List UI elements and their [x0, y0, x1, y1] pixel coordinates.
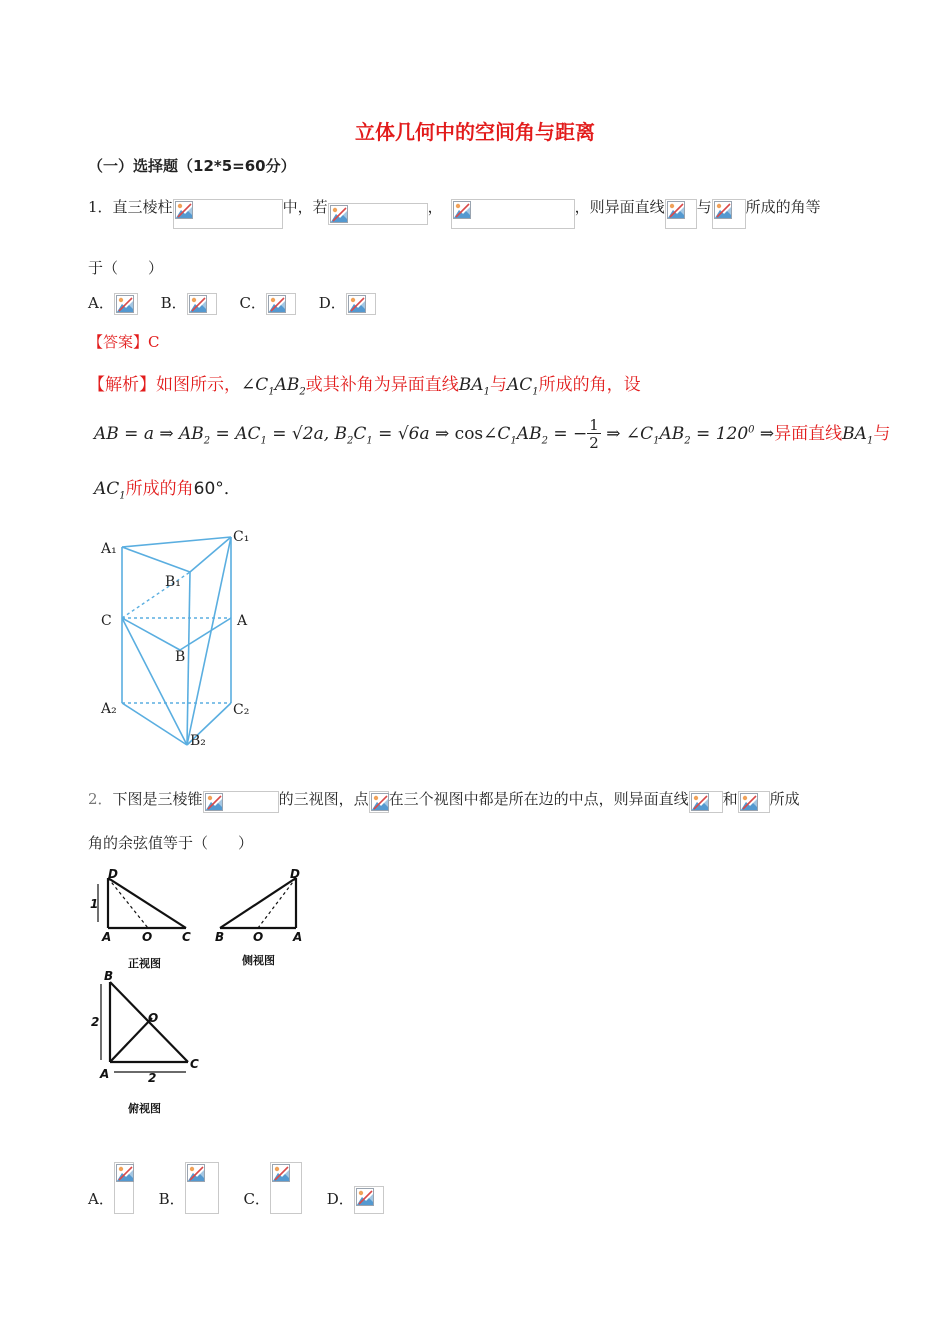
q1-text: 与	[696, 198, 712, 216]
option-a-label: A．	[88, 1190, 114, 1208]
label-c: C	[101, 613, 112, 629]
formula-image	[203, 791, 279, 813]
q1-line2: 于（ ）	[88, 259, 164, 277]
label-b1: B₁	[165, 574, 181, 590]
option-b-label: B．	[160, 294, 187, 312]
q1-text: 中，若	[282, 198, 328, 216]
label-b: B	[175, 649, 186, 665]
formula-image	[738, 791, 770, 813]
option-a-image[interactable]	[114, 293, 138, 315]
top-label-b: B	[104, 969, 114, 983]
analysis-text: 所成的角，设	[538, 375, 641, 395]
broken-image-icon	[348, 295, 366, 313]
math-ac1: $AC_1$	[94, 479, 126, 502]
broken-image-icon	[330, 205, 348, 223]
broken-image-icon	[175, 201, 193, 219]
label-b2: B₂	[190, 733, 206, 749]
q2-line2: 角的余弦值等于（ ）	[88, 834, 254, 852]
label-c2: C₂	[233, 702, 250, 718]
math-angle: ⇒ $\angle C_1AB_2 = 120^0$ ⇒	[600, 424, 775, 447]
prism-figure	[95, 520, 265, 760]
label-a1: A₁	[101, 541, 117, 557]
front-label-o: O	[142, 930, 153, 944]
q2-text: 所成	[769, 790, 800, 808]
analysis-line3	[94, 474, 241, 501]
broken-image-icon	[691, 793, 709, 811]
option-d-label: D．	[326, 1190, 354, 1208]
math-fraction: $\frac{1}{2}$	[589, 416, 599, 452]
section-heading: （一）选择题（12*5=60分）	[88, 157, 296, 175]
math-angle: $\angle C_1AB_2$	[241, 375, 306, 398]
formula-image	[451, 199, 575, 229]
answer-value: C	[148, 333, 160, 351]
broken-image-icon	[356, 1188, 374, 1206]
math-ac1: $AC_1$	[506, 375, 539, 398]
front-label-a: A	[102, 930, 112, 944]
answer-label: 【答案】	[88, 333, 149, 351]
side-label-a: A	[293, 930, 303, 944]
front-height: 1	[90, 897, 99, 911]
analysis-value: 60°	[193, 479, 224, 499]
option-d-label: D．	[318, 294, 346, 312]
front-caption: 正视图	[128, 957, 161, 970]
broken-image-icon	[189, 295, 207, 313]
option-b-label: B．	[158, 1190, 185, 1208]
q2-line1	[88, 788, 800, 811]
page-title: 立体几何中的空间角与距离	[355, 120, 595, 144]
front-label-d: D	[108, 867, 118, 881]
q2-text: 在三个视图中都是所在边的中点，则异面直线	[388, 790, 689, 808]
formula-image	[689, 791, 723, 813]
option-c-image[interactable]	[270, 1162, 302, 1214]
broken-image-icon	[740, 793, 758, 811]
side-label-b: B	[215, 930, 225, 944]
option-d-image[interactable]	[346, 293, 376, 315]
top-label-a: A	[100, 1067, 110, 1081]
broken-image-icon	[272, 1164, 290, 1182]
q1-text: ，则异面直线	[574, 198, 665, 216]
option-d-image[interactable]	[354, 1186, 384, 1214]
option-c-label: C．	[239, 294, 266, 312]
formula-image	[173, 199, 283, 229]
q1-options	[88, 292, 376, 315]
q2-number: 2．	[88, 790, 113, 808]
q1-text: 直三棱柱	[112, 198, 173, 216]
option-a-image[interactable]	[114, 1162, 134, 1214]
q1-number: 1．	[88, 198, 113, 216]
analysis-text: 如图所示，	[156, 375, 241, 395]
math-ba1: $BA_1$	[842, 424, 874, 447]
option-b-image[interactable]	[185, 1162, 219, 1214]
analysis-text: ．	[223, 479, 241, 499]
formula-image	[328, 203, 428, 225]
top-label-o: O	[148, 1011, 159, 1025]
q2-options	[88, 1162, 384, 1214]
option-b-image[interactable]	[187, 293, 217, 315]
broken-image-icon	[268, 295, 286, 313]
analysis-text: 与	[489, 375, 507, 395]
label-a2: A₂	[101, 701, 117, 717]
option-c-image[interactable]	[266, 293, 296, 315]
label-c1: C₁	[233, 529, 250, 545]
math-cos: cos	[454, 424, 484, 444]
front-label-c: C	[182, 930, 191, 944]
q2-text: 的三视图，点	[278, 790, 369, 808]
analysis-line2	[94, 418, 890, 451]
side-label-o: O	[253, 930, 264, 944]
broken-image-icon	[667, 201, 685, 219]
answer	[88, 331, 160, 352]
analysis-text: 或其补角为异面直线	[305, 375, 459, 395]
top-label-c: C	[190, 1057, 199, 1071]
broken-image-icon	[116, 1164, 134, 1182]
math-angle: $\angle C_1AB_2$ = −	[483, 424, 588, 447]
formula-image	[369, 791, 389, 813]
q2-text: 和	[722, 790, 738, 808]
q1-text: ，	[427, 198, 443, 216]
analysis-text: 异面直线	[774, 424, 843, 444]
broken-image-icon	[371, 793, 389, 811]
broken-image-icon	[116, 295, 134, 313]
three-views-figure	[90, 866, 320, 1126]
top-caption: 俯视图	[128, 1102, 161, 1115]
analysis-label: 【解析】	[88, 375, 156, 395]
broken-image-icon	[205, 793, 223, 811]
label-a: A	[237, 613, 248, 629]
option-a-label: A．	[88, 294, 114, 312]
top-width: 2	[148, 1071, 157, 1085]
formula-image	[665, 199, 697, 229]
analysis-text: 所成的角	[125, 479, 194, 499]
q1-line1	[88, 193, 821, 223]
analysis-line1	[88, 370, 641, 397]
option-c-label: C．	[243, 1190, 270, 1208]
q1-text: 所成的角等	[745, 198, 821, 216]
broken-image-icon	[714, 201, 732, 219]
analysis-text: 与	[873, 424, 891, 444]
q2-text: 下图是三棱锥	[112, 790, 203, 808]
side-caption: 侧视图	[242, 954, 275, 967]
side-label-d: D	[290, 867, 300, 881]
math-derivation: AB = a ⇒ $AB_2 = AC_1 = √2a$, $B_2C_1 = √6a$ ⇒	[94, 424, 455, 447]
broken-image-icon	[453, 201, 471, 219]
formula-image	[712, 199, 746, 229]
broken-image-icon	[187, 1164, 205, 1182]
math-ba1: $BA_1$	[458, 375, 490, 398]
top-height: 2	[91, 1015, 100, 1029]
